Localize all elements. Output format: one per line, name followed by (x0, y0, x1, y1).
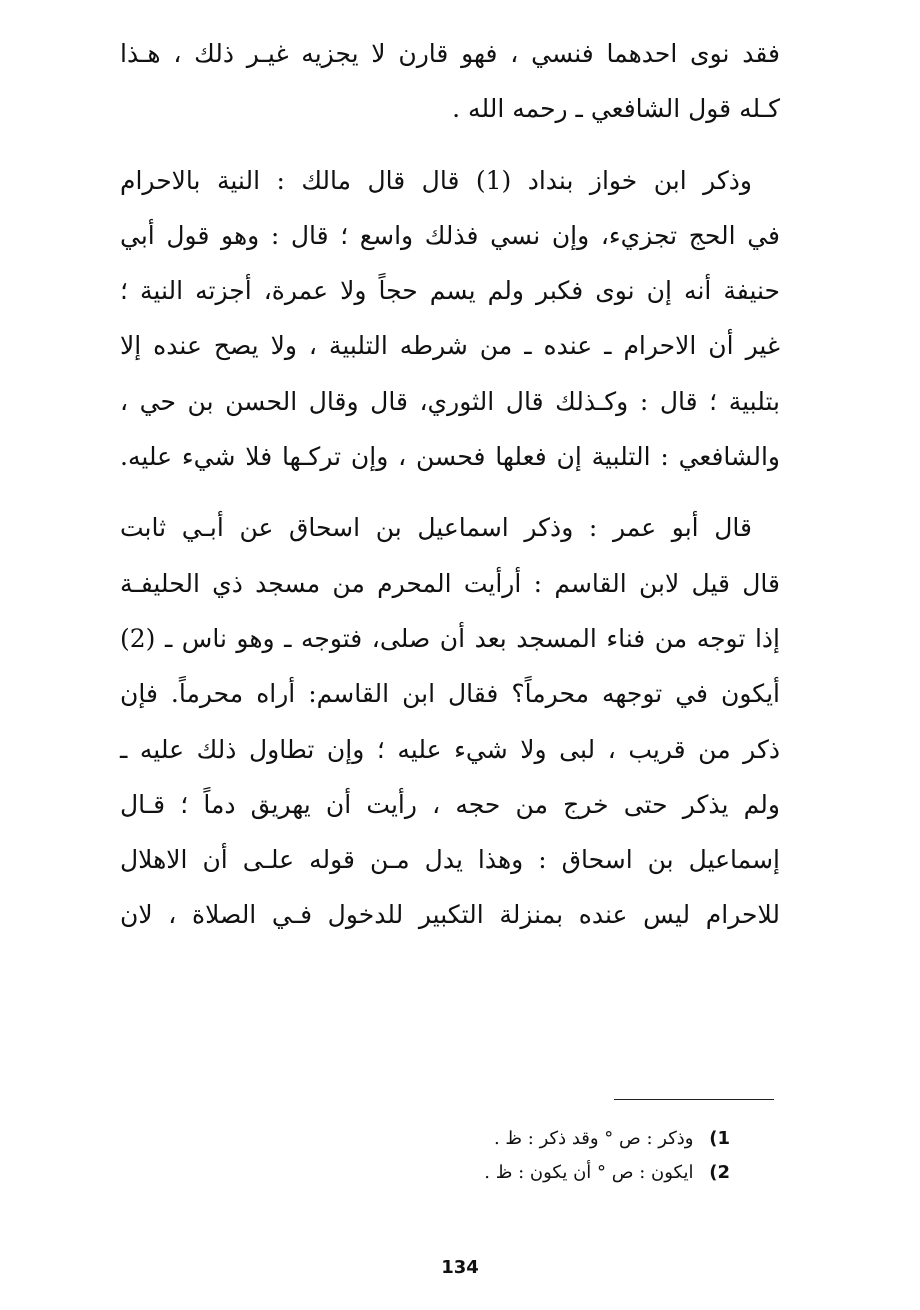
footnote-separator (614, 1099, 774, 1100)
footnote (484, 1122, 730, 1156)
footnote-number: 2) (709, 1162, 730, 1183)
text-line: فقد نوى احدهما فنسي ، فهو قارن لا يجزيه غيـر ذلك ، هـذا (120, 39, 780, 68)
text-line: إسماعيل بن اسحاق : وهذا يدل مـن قوله علـى أن الاهلال (120, 845, 780, 875)
paragraph-2 (120, 153, 780, 485)
text-line: قال أبو عمر : وذكر اسماعيل بن اسحاق عن أبـي ثابت (120, 513, 752, 543)
text-line: قال قيل لابن القاسم : أرأيت المحرم من مسجد ذي الحليفـة (120, 568, 780, 598)
main-text (120, 26, 780, 943)
paragraph-3 (120, 500, 780, 942)
footnotes (484, 1122, 730, 1190)
page-number: 134 (441, 1257, 479, 1278)
text-line: وذكر ابن خواز بنداد (1) قال قال مالك : النية بالاحرام (120, 165, 753, 195)
text-line: حنيفة أنه إن نوى فكبر ولم يسم حجاً ولا عمرة، أجزته النية ؛ (120, 276, 780, 306)
text-line: أيكون في توجهه محرماً؟ فقال ابن القاسم: أراه محرماً. فإن (120, 679, 780, 709)
text-line: ذكر من قريب ، لبى ولا شيء عليه ؛ وإن تطاول ذلك عليه ـ (120, 734, 780, 764)
text-line: في الحج تجزيء، وإن نسي فذلك واسع ؛ قال : وهو قول أبي (120, 220, 780, 250)
text-line: كـله قول الشافعي ـ رحمه الله . (452, 94, 780, 124)
footnote-text: ايكون : ص ° أن يكون : ظ . (484, 1162, 694, 1183)
text-line: بتلبية ؛ قال : وكـذلك قال الثوري، قال وقال الحسن بن حي ، (120, 386, 780, 416)
text-line: ولم يذكر حتى خرج من حجه ، رأيت أن يهريق دماً ؛ قـال (120, 789, 780, 819)
footnote-text: وذكر : ص ° وقد ذكر : ظ . (493, 1128, 694, 1149)
text-line: غير أن الاحرام ـ عنده ـ من شرطه التلبية ، ولا يصح عنده إلا (120, 331, 780, 361)
text-line: للاحرام ليس عنده بمنزلة التكبير للدخول فـي الصلاة ، لان (120, 900, 780, 930)
text-line: والشافعي : التلبية إن فعلها فحسن ، وإن تركـها فلا شيء عليه. (120, 442, 780, 472)
paragraph-1 (120, 26, 780, 137)
text-line: إذا توجه من فناء المسجد بعد أن صلى، فتوجه ـ وهو ناس ـ (2) (120, 623, 780, 653)
footnote (484, 1156, 730, 1190)
footnote-number: 1) (709, 1128, 730, 1149)
